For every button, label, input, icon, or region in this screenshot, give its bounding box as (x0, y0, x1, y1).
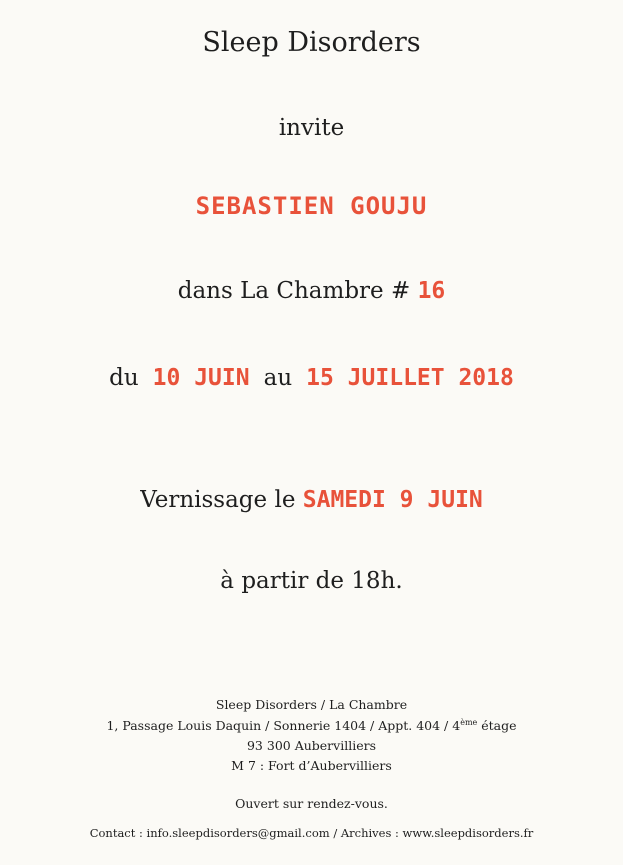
dates-line (0, 365, 623, 391)
address-line-2-end: étage (477, 718, 517, 733)
vernissage-line (0, 487, 623, 513)
title: Sleep Disorders (202, 27, 421, 58)
address-line-3: 93 300 Aubervilliers (246, 738, 376, 753)
rendez-vous-text: Ouvert sur rendez-vous. (235, 796, 388, 811)
vernissage-date: SAMEDI 9 JUIN (302, 487, 483, 513)
contact-line: Contact : info.sleepdisorders@gmail.com / Archives : www.sleepdisorders.fr (89, 826, 534, 840)
artist-name: SEBASTIEN GOUJU (195, 192, 428, 220)
invite-text: invite (278, 115, 345, 141)
address-line-2-main: 1, Passage Louis Daquin / Sonnerie 1404 / Appt. 404 / 4 (106, 718, 461, 733)
vernissage-prefix: Vernissage le (140, 487, 303, 513)
address-line-2 (0, 718, 623, 733)
chambre-number: 16 (417, 278, 446, 304)
time-line: à partir de 18h. (220, 568, 403, 594)
dates-du: du (109, 365, 139, 391)
chambre-prefix: dans La Chambre # (177, 278, 418, 304)
start-date: 10 JUIN (152, 365, 250, 391)
end-date: 15 JUILLET 2018 (306, 365, 514, 391)
dates-au: au (263, 365, 293, 391)
address-line-1: Sleep Disorders / La Chambre (215, 697, 408, 712)
address-line-4: M 7 : Fort d’Aubervilliers (231, 758, 392, 773)
address-line-2-sup: ème (460, 718, 478, 727)
chambre-line (0, 278, 623, 304)
